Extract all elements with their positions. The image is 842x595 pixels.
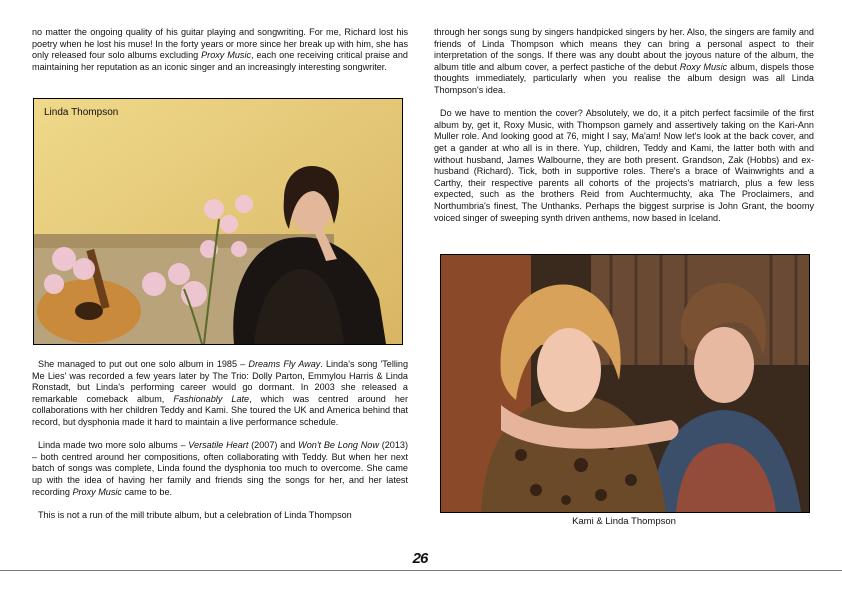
tribute-paragraph: This is not a run of the mill tribute album, but a celebration of Linda Thompson bbox=[38, 509, 352, 520]
page-number: 26 bbox=[412, 550, 428, 567]
photo-caption: Kami & Linda Thompson bbox=[572, 516, 676, 527]
linda-portrait-image bbox=[34, 99, 402, 344]
later-albums-paragraph: Linda made two more solo albums – Versatile Heart (2007) and Won't Be Long Now (2013) – both centred around her compositions, often collaborating with Teddy. But when her next batch of songs was complete, Linda found the dysphonia too much to overcome. She came up with the idea of having her family and friends sing the songs for her, and her latest recording Proxy Music came to be. bbox=[32, 440, 408, 497]
photo-label: Linda Thompson bbox=[44, 107, 119, 118]
solo-album-paragraph: She managed to put out one solo album in 1985 – Dreams Fly Away. Linda's song 'Telling Me Lies' was recorded a few years later by The Trio: Dolly Parton, Emmylou Harris & Linda Ronstadt, but Linda's performing career would go dormant. In 2003 she released a remarkable comeback album, Fashionably Late, which was centred around her collaborations with her children Teddy and Kami. She toured the UK and America behind that record, but dysphonia made it hard to maintain a live performance schedule. bbox=[32, 359, 409, 427]
intro-paragraph: no matter the ongoing quality of his guitar playing and songwriting. For me, Richard lost his poetry when he lost his muse! In the forty years or more since her break up with him, she has only released four solo albums excluding Proxy Music, each one receiving critical praise and maintaining her reputation as an iconic singer and an increasingly interesting songwriter. bbox=[32, 27, 408, 72]
kami-linda-photo bbox=[440, 254, 810, 513]
continued-paragraph: through her songs sung by singers handpicked singers by her. Also, the singers are family and friends of Linda Thompson which means they can bring a personal aspect to their interpretation of the songs. If there was any doubt about the joyous nature of the album, the album title and album cover, a perfect pastiche of the debut Roxy Music album, dispels those thoughts immediately, particularly when you realise the album design was all Linda Thompson's idea. bbox=[434, 27, 815, 95]
left-column-lower bbox=[32, 359, 408, 521]
right-column bbox=[434, 27, 814, 224]
linda-thompson-photo bbox=[33, 98, 403, 345]
cover-paragraph: Do we have to mention the cover? Absolutely, we do, it a pitch perfect facsimile of the first album by, get it, Roxy Music, with Thompson gamely and assertively taking on the Kari-Ann Muller role. And looking good at 76, might I say, Ma'am! Now let's look at the back cover, and get a gander at who all is in there. Yup, children, Teddy and Kami, the latter both with and without husband, James Walbourne, they are both present. Grandson, Zak (Hobbs) and ex-husband (Richard). Tick, both in supportive roles. There's a brace of Wainwrights and a Carthy, their respective parents all cohorts of the projects's matriarch, plus a few less expected, such as the brothers Reid from Auchtermuchty, aka The Proclaimers, and Northumbria's finest, The Unthanks. Perhaps the biggest surprise is John Grant, the boomy voiced singer of sweeping synth driven anthems, now based in Iceland. bbox=[434, 108, 814, 223]
kami-linda-image bbox=[441, 255, 809, 512]
left-column bbox=[32, 27, 408, 73]
